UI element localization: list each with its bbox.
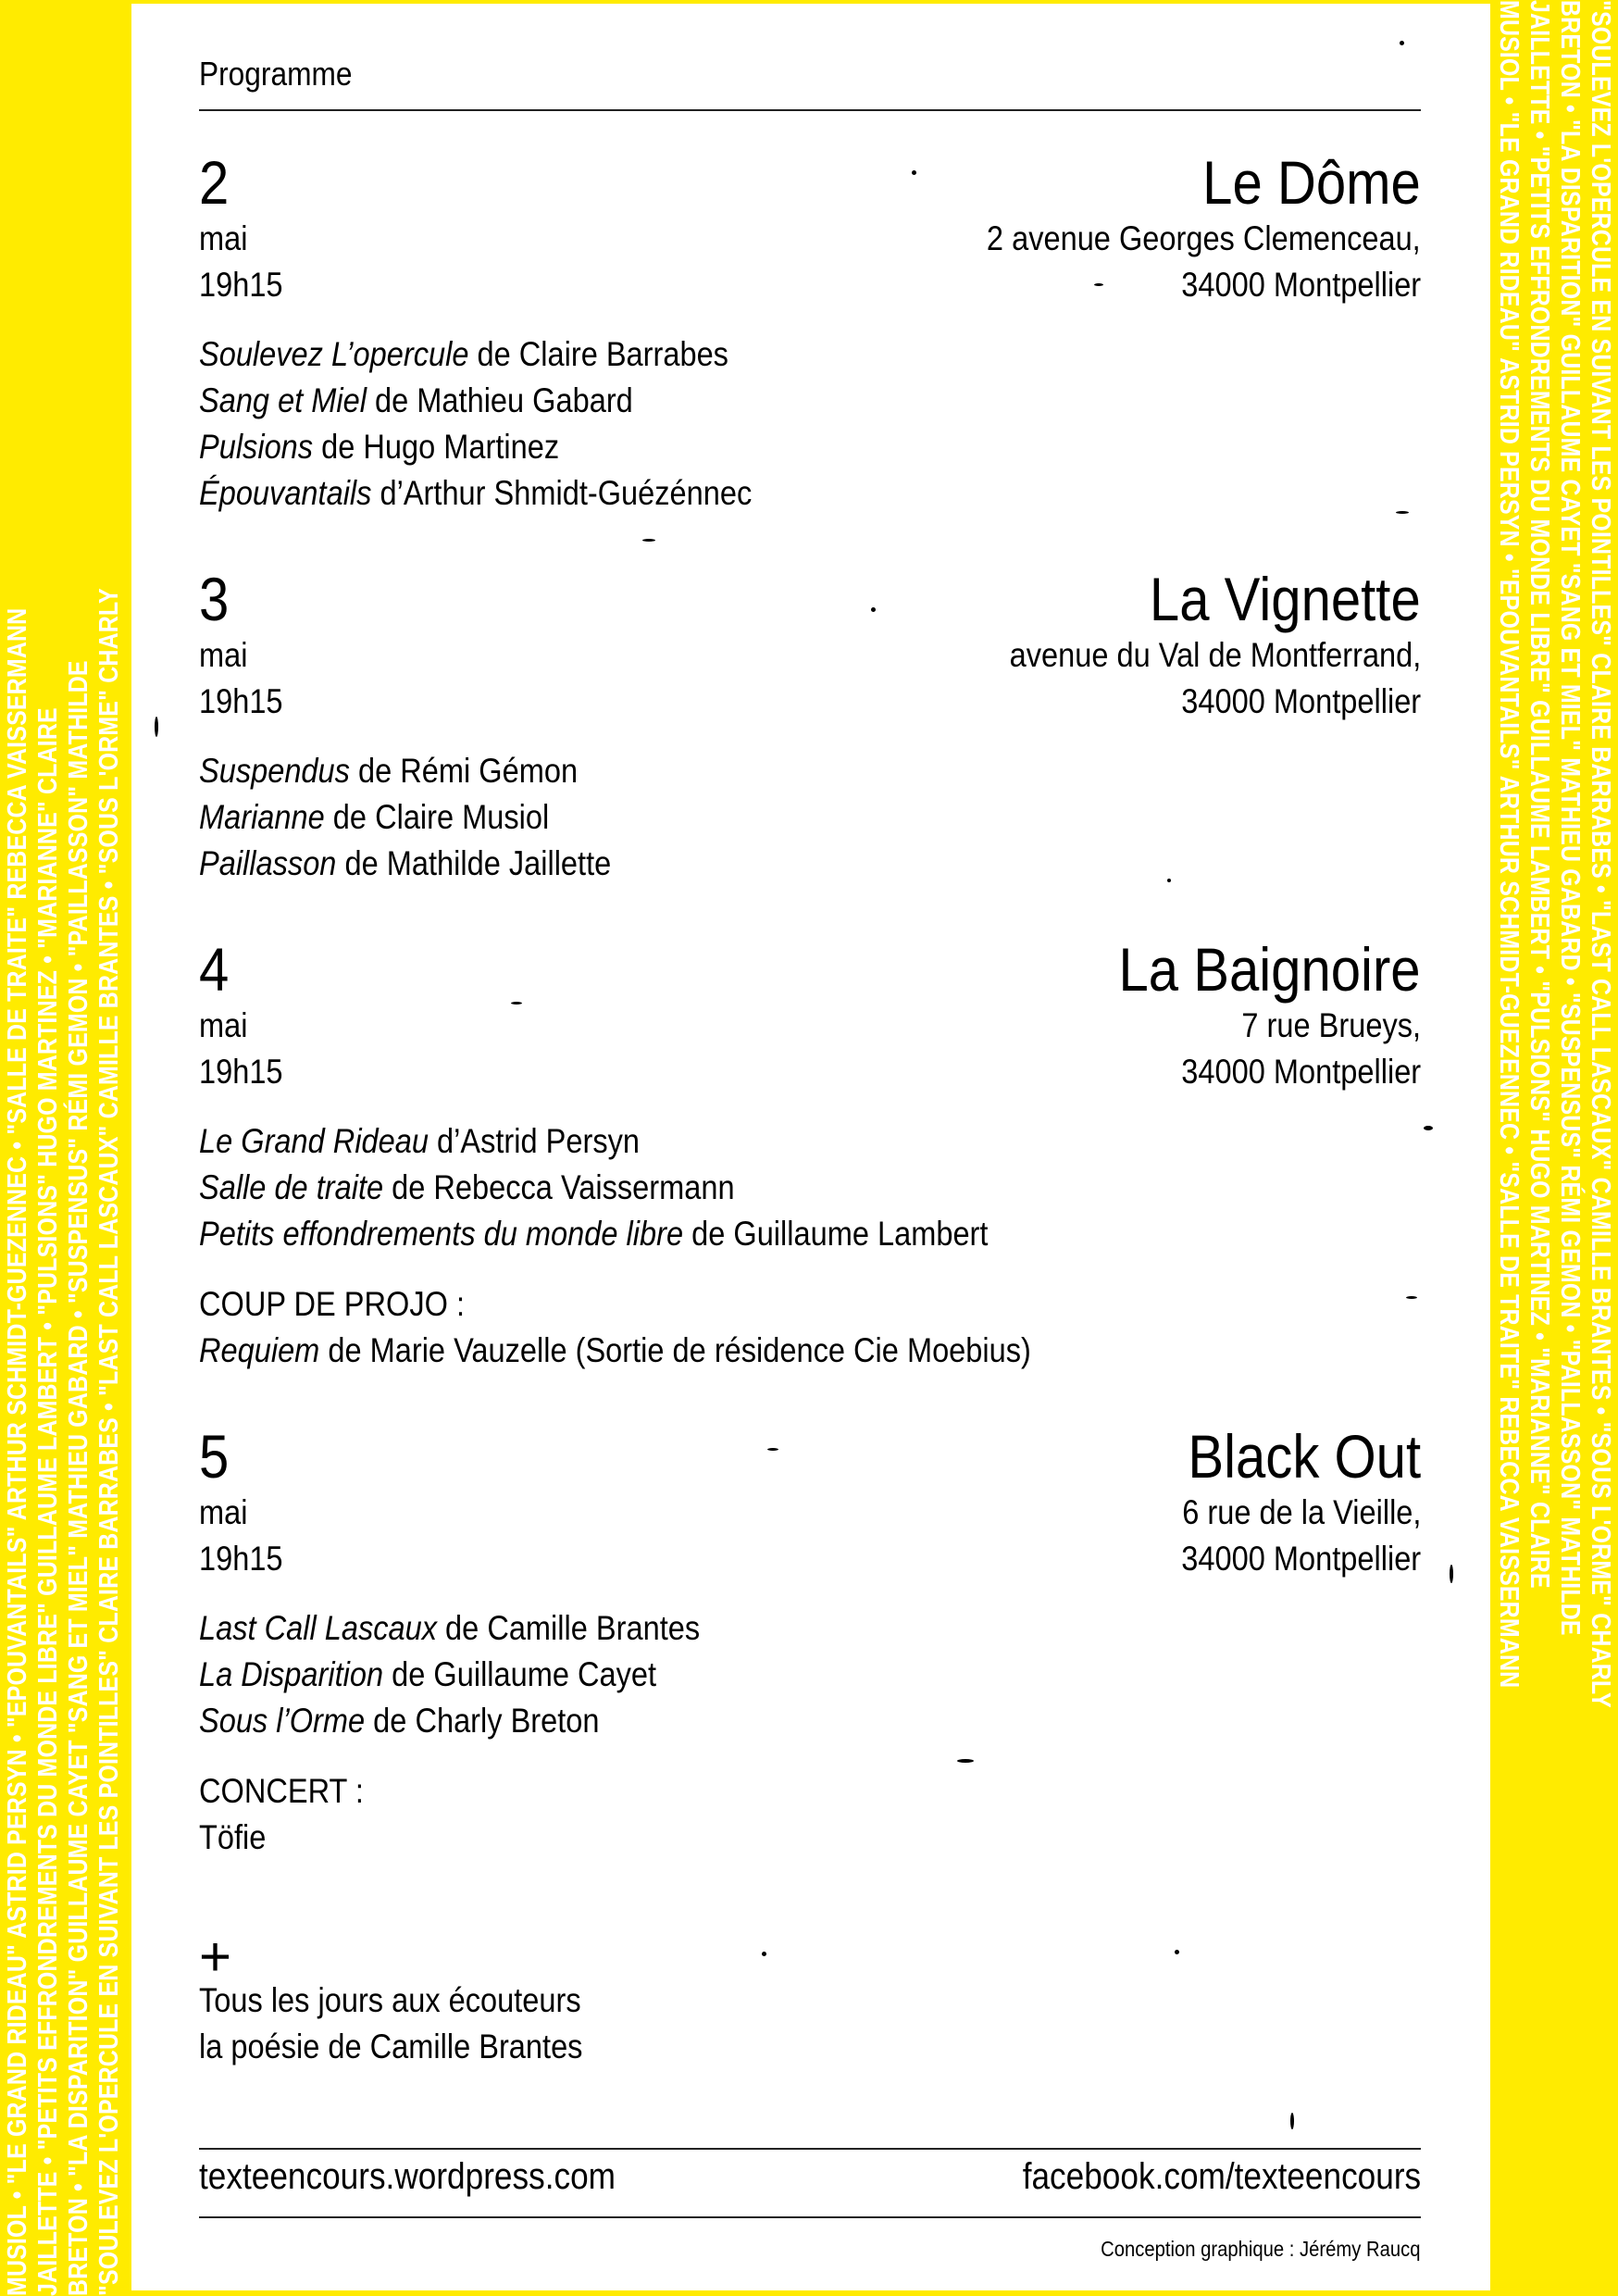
decorative-speck [1167,879,1171,882]
work-author: Mathieu Gabard [417,381,633,419]
band-line: BRETON • "LA DISPARITION" GUILLAUME CAYET "SANG ET MIEL" MATHIEU GABARD • "SUSPENSUS" RÉMI GEMON • "PAILLASSON" MATHILDE [1555,0,1585,1636]
event-address-line1 [1150,1491,1421,1535]
event-address-text: 34000 Montpellier [1181,1540,1421,1578]
work-connector: d’ [428,1122,461,1160]
decorative-speck [1406,1296,1417,1299]
decorative-speck [1396,511,1409,514]
event-address-text: avenue du Val de Montferrand, [1009,636,1421,674]
event-address-line2 [1149,1537,1421,1581]
event-time [199,1537,294,1581]
event-venue-text: Black Out [1188,1422,1421,1491]
event-day [199,1424,233,1489]
band-line: "SOULEVEZ L'OPERCULE EN SUIVANT LES POINTILLES" CLAIRE BARRABES • "LAST CALL LASCAUX" CAMILLE BRANTES • "SOUS L'ORME" CHARLY [1586,0,1615,1708]
work-author: Mathilde Jaillette [386,844,612,882]
event-address-line2 [1149,680,1421,724]
event-works-list [199,748,667,887]
work-author: Charly Breton [415,1702,600,1740]
footer-divider-top [199,2148,1421,2150]
decorative-speck [957,1759,974,1763]
work-title: Marianne [199,798,325,836]
event-venue [1173,150,1421,215]
work-item [199,424,752,470]
design-credit [1057,2235,1421,2263]
decorative-speck [1094,283,1103,286]
programme-panel [131,4,1490,2290]
work-connector: de [324,798,376,836]
design-credit-text: Conception graphique : Jérémy Raucq [1101,2237,1421,2261]
event-address-text: 34000 Montpellier [1181,682,1421,720]
work-author: Guillaume Cayet [433,1655,657,1693]
event-works-list [199,1118,1096,1257]
decorative-speck [1450,1565,1453,1583]
work-item [199,1118,988,1165]
work-title: Last Call Lascaux [199,1609,438,1647]
work-item [199,1605,700,1652]
work-author: Claire Barrabes [518,335,728,373]
right-side-band [1490,0,1618,2296]
event-address-text: 34000 Montpellier [1181,1053,1421,1091]
footer-divider-bottom [199,2216,1421,2218]
work-title: Pulsions [199,428,314,466]
event-time-text: 19h15 [199,266,283,304]
work-title: Paillasson [199,844,337,882]
work-connector: de [683,1215,734,1253]
band-line: "SOULEVEZ L'OPERCULE EN SUIVANT LES POINTILLES" CLAIRE BARRABES • "LAST CALL LASCAUX" CAMILLE BRANTES • "SOUS L'ORME" CHARLY [94,588,124,2296]
event-month [199,1491,255,1535]
event-venue-text: Le Dôme [1202,148,1421,217]
event-month [199,217,255,261]
event-works-list [199,331,828,517]
event-time-text: 19h15 [199,1540,283,1578]
event-day [199,150,233,215]
work-connector: de [383,1655,434,1693]
event-venue [1156,1424,1421,1489]
event-time [199,1050,294,1094]
extra-connector: de [319,1331,370,1369]
event-address-line2 [1149,1050,1421,1094]
event-works-list [199,1605,768,1744]
decorative-speck [762,1952,766,1956]
work-item [199,794,611,841]
event-day [199,567,233,631]
event-day-text: 3 [199,565,230,633]
decorative-speck [1290,2113,1294,2129]
decorative-speck [1175,1950,1179,1954]
work-item [199,470,752,517]
event-venue-text: La Vignette [1150,565,1421,633]
website-link[interactable] [199,2153,672,2200]
page-title-text: Programme [199,55,353,93]
work-connector: de [383,1168,434,1206]
work-item [199,378,752,424]
page-title [199,56,373,93]
work-author: Camille Brantes [487,1609,701,1647]
extra-label: COUP DE PROJO : [199,1285,466,1323]
work-item [199,1698,700,1744]
work-title: Suspendus [199,752,350,790]
event-time-text: 19h15 [199,1053,283,1091]
event-day [199,937,233,1002]
work-author: Hugo Martinez [363,428,560,466]
bonus-note [199,1978,635,2070]
work-connector: de [437,1609,488,1647]
band-line: MUSIOL • "LE GRAND RIDEAU" ASTRID PERSYN • "EPOUVANTAILS" ARTHUR SCHMIDT-GUEZENNEC • "SALLE DE TRAITE" REBECCA VAISSERMANN [3,607,32,2296]
event-time [199,680,294,724]
event-month-text: mai [199,1006,248,1044]
plus-icon: + [199,1926,232,1988]
work-author: Claire Musiol [375,798,550,836]
extra-detail: Töfie [199,1818,267,1856]
work-author: Rémi Gémon [400,752,579,790]
bonus-line: la poésie de Camille Brantes [199,2028,583,2065]
event-extra-concert [199,1768,386,1861]
event-month [199,1004,255,1048]
event-address-line2 [1149,263,1421,307]
event-day-text: 2 [199,148,230,217]
event-venue-text: La Baignoire [1118,935,1421,1004]
event-address-line1 [1217,1004,1421,1048]
decorative-speck [871,607,876,612]
band-line: JAILLETTE • "PETITS EFFRONDREMENTS DU MONDE LIBRE" GUILLAUME LAMBERT • "PULSIONS" HUGO MARTINEZ • "MARIANNE" CLAIRE [33,707,63,2296]
work-connector: d’ [371,474,404,512]
event-address-text: 6 rue de la Vieille, [1181,1493,1421,1531]
event-address-text: 7 rue Brueys, [1241,1006,1421,1044]
work-connector: de [313,428,364,466]
event-month-text: mai [199,1493,248,1531]
header-divider [199,109,1421,111]
event-time [199,263,294,307]
extra-detail: Marie Vauzelle (Sortie de résidence Cie Moebius) [369,1331,1031,1369]
event-day-text: 5 [199,1422,230,1491]
work-title: Sang et Miel [199,381,367,419]
work-connector: de [365,1702,416,1740]
work-item [199,1211,988,1257]
work-item [199,748,611,794]
event-day-text: 4 [199,935,230,1004]
facebook-link[interactable] [968,2153,1421,2200]
website-link-text[interactable]: texteencours.wordpress.com [199,2156,616,2197]
extra-title: Requiem [199,1331,320,1369]
work-title: La Disparition [199,1655,384,1693]
work-item [199,841,611,887]
work-author: Arthur Shmidt-Guézénnec [403,474,753,512]
work-item [199,331,752,378]
event-extra-coup-de-projo [199,1281,1144,1374]
bonus-line: Tous les jours aux écouteurs [199,1981,581,2019]
event-venue [1113,567,1421,631]
work-connector: de [349,752,401,790]
event-venue [1077,937,1421,1002]
event-month-text: mai [199,636,248,674]
decorative-speck [642,539,655,542]
decorative-speck [1400,41,1404,45]
band-line: MUSIOL • "LE GRAND RIDEAU" ASTRID PERSYN • "EPOUVANTAILS" ARTHUR SCHMIDT-GUEZENNEC • "SALLE DE TRAITE" REBECCA VAISSERMANN [1494,0,1524,1689]
extra-item [199,1815,364,1861]
work-title: Sous l’Orme [199,1702,366,1740]
band-line: JAILLETTE • "PETITS EFFRONDREMENTS DU MONDE LIBRE" GUILLAUME LAMBERT • "PULSIONS" HUGO MARTINEZ • "MARIANNE" CLAIRE [1525,0,1554,1589]
event-address-text: 2 avenue Georges Clemenceau, [987,219,1421,257]
decorative-speck [155,717,158,737]
left-side-band [0,0,131,2296]
work-author: Rebecca Vaissermann [433,1168,735,1206]
decorative-speck [511,1002,522,1004]
work-author: Guillaume Lambert [733,1215,989,1253]
work-connector: de [366,381,417,419]
work-title: Épouvantails [199,474,372,512]
event-address-text: 34000 Montpellier [1181,266,1421,304]
work-connector: de [336,844,387,882]
decorative-speck [912,170,916,175]
extra-item [199,1328,1031,1374]
work-title: Petits effondrements du monde libre [199,1215,684,1253]
work-connector: de [468,335,519,373]
decorative-speck [1424,1126,1433,1130]
event-time-text: 19h15 [199,682,283,720]
work-item [199,1652,700,1698]
event-month-text: mai [199,219,248,257]
decorative-speck [767,1448,778,1451]
work-title: Le Grand Rideau [199,1122,429,1160]
event-address-line1 [953,633,1421,678]
event-address-line1 [927,217,1421,261]
work-item [199,1165,988,1211]
facebook-link-text[interactable]: facebook.com/texteencours [1022,2156,1421,2197]
band-line: BRETON • "LA DISPARITION" GUILLAUME CAYET "SANG ET MIEL" MATHIEU GABARD • "SUSPENSUS" RÉMI GEMON • "PAILLASSON" MATHILDE [64,660,93,2296]
work-author: Astrid Persyn [460,1122,640,1160]
work-title: Soulevez L’opercule [199,335,469,373]
extra-label: CONCERT : [199,1772,364,1810]
event-month [199,633,255,678]
work-title: Salle de traite [199,1168,384,1206]
